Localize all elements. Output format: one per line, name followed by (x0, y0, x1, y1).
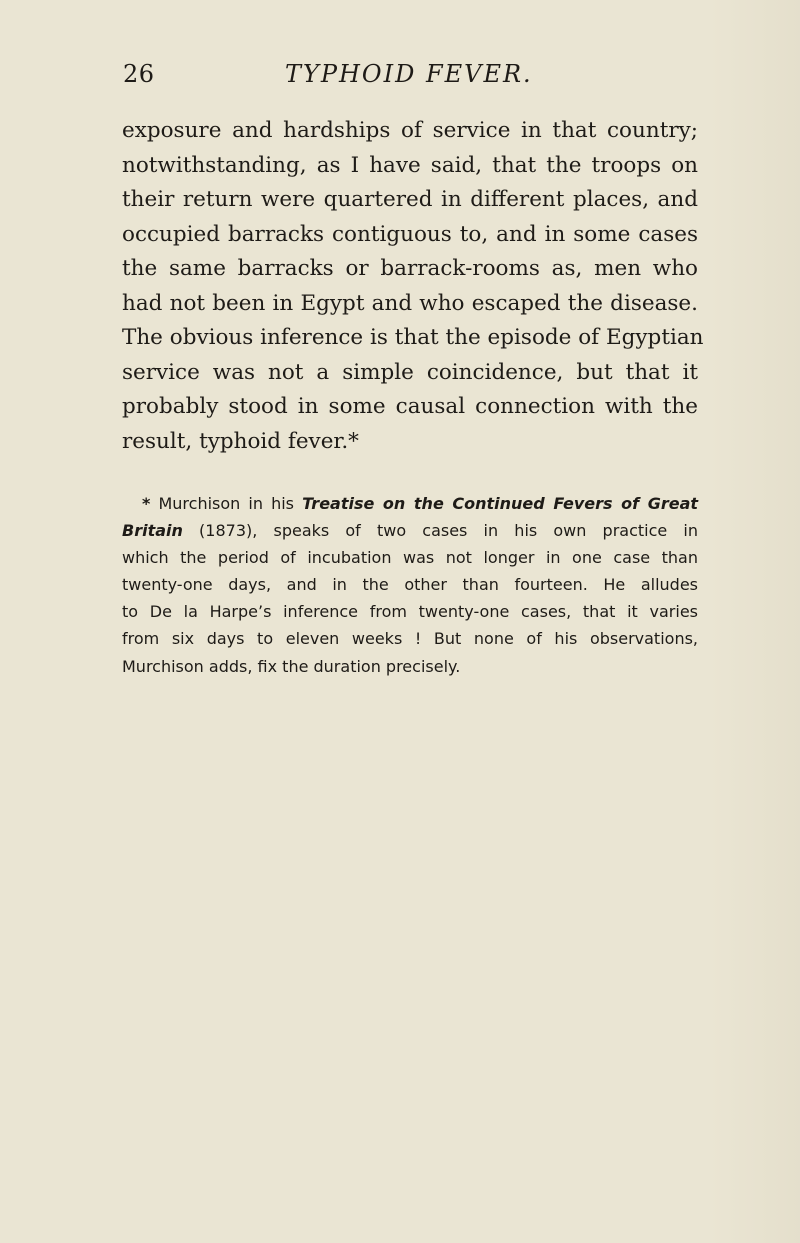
body-line: exposure and hardships of service in that country; (122, 118, 698, 143)
body-line: result, typhoid fever.* (122, 428, 359, 454)
body-line: notwithstanding, as I have said, that the troops on (122, 152, 698, 178)
body-line: service was not a simple coincidence, but that it (122, 359, 698, 385)
footnote-book-title: Britain (122, 521, 183, 541)
footnote-line: Murchison adds, fix the duration precisely. (122, 656, 461, 676)
footnote-book-title: Treatise on the Continued Fevers of Great (302, 494, 699, 513)
footnote-line: which the period of incubation was not longer in one case than (122, 548, 698, 568)
footnote-line: to De la Harpe’s inference from twenty-one cases, that it varies (122, 602, 698, 622)
footnote-line: from six days to eleven weeks ! But none of his observations, (122, 629, 698, 649)
footnote-text: Murchison in his (150, 494, 303, 513)
footnote-text: (1873), speaks of two cases in his own practice in (182, 521, 698, 541)
footnote-line: twenty-one days, and in the other than fourteen. He alludes (122, 575, 698, 595)
body-paragraph (122, 114, 704, 459)
body-line: occupied barracks contiguous to, and in some cases (122, 221, 698, 247)
footnote-line (122, 490, 698, 517)
page-header (123, 60, 695, 94)
body-line: the same barracks or barrack-rooms as, men who (122, 256, 698, 281)
page-edge-shading (710, 0, 800, 1243)
body-line: The obvious inference is that the episode of Egyptian (122, 325, 704, 350)
footnote-marker: * (142, 494, 151, 513)
page-number: 26 (123, 60, 155, 88)
footnote-line (122, 517, 698, 544)
footnote (122, 490, 698, 680)
body-line: had not been in Egypt and who escaped the disease. (122, 290, 698, 316)
body-line: probably stood in some causal connection with the (122, 394, 698, 419)
body-line: their return were quartered in different places, and (122, 187, 698, 212)
running-title: TYPHOID FEVER. (285, 60, 533, 88)
